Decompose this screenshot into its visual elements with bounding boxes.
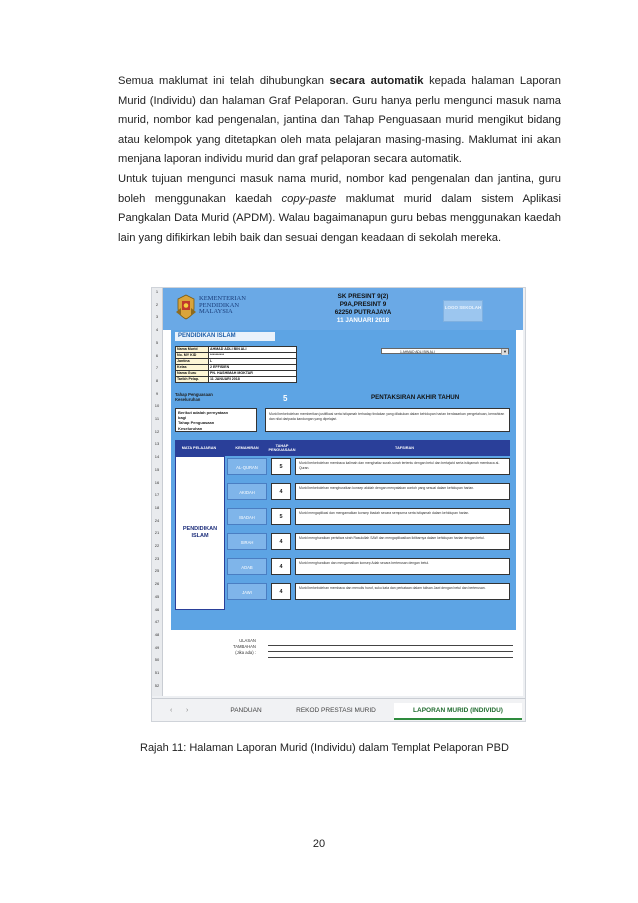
- figure-caption: Rajah 11: Halaman Laporan Murid (Individu) dalam Templat Pelaporan PBD: [140, 742, 509, 754]
- interpretation-cell: Murid berkebolehan membaca kalimah dan menghafaz surah-surah tertentu dengan betul dan bertajwid serta istiqamah membaca al-Quran.: [295, 458, 510, 475]
- report-header: [163, 288, 523, 330]
- school-date: 11 JANUARI 2018: [336, 317, 390, 324]
- chevron-right-icon[interactable]: ›: [186, 707, 189, 714]
- table-row: [227, 456, 510, 477]
- info-label: Nama Murid: [176, 347, 209, 353]
- table-row: [227, 556, 510, 577]
- school-address-2: 62250 PUTRAJAYA: [334, 309, 392, 316]
- level-cell[interactable]: 4: [271, 533, 291, 550]
- row-number[interactable]: 8: [155, 377, 159, 383]
- student-info-table: [175, 346, 297, 383]
- info-label: No. MY KID: [176, 353, 209, 359]
- row-number[interactable]: 21: [154, 530, 160, 536]
- remarks-line[interactable]: [268, 651, 513, 652]
- row-number[interactable]: 13: [154, 441, 160, 447]
- overall-description-text: Murid berkebolehan memberikan justifikasi serta istiqamah terhadap tindakan yang dilakukan dalam kehidupan harian berdasarkan pengetahuan, kemahiran dan nilai daripada kandungan yang dipelajari.: [265, 408, 510, 432]
- row-number[interactable]: 50: [154, 657, 160, 663]
- row-number[interactable]: 48: [154, 631, 160, 637]
- row-number[interactable]: 15: [154, 466, 160, 472]
- row-number[interactable]: 45: [154, 593, 160, 599]
- row-number[interactable]: 49: [154, 644, 160, 650]
- report-screenshot: [151, 287, 526, 722]
- school-address-1: P9A,PRESINT 9: [339, 301, 387, 308]
- skill-cell: AL-QURAN: [227, 458, 267, 475]
- skill-cell: IBADAH: [227, 508, 267, 525]
- ministry-name: KEMENTERIAN PENDIDIKAN MALAYSIA: [199, 295, 246, 315]
- school-info: [303, 293, 423, 325]
- row-number[interactable]: 3: [155, 314, 159, 320]
- row-number[interactable]: 17: [154, 492, 160, 498]
- row-number[interactable]: 9: [155, 390, 159, 396]
- interpretation-cell: Murid menghuraikan dan mengamalkan konsep Adab secara berterusan dengan betul.: [295, 558, 510, 575]
- table-row: [227, 506, 510, 527]
- info-value[interactable]: **********: [209, 353, 297, 359]
- additional-remarks-label: ULASAN TAMBAHAN (Jika ada) :: [233, 638, 256, 656]
- row-number[interactable]: 26: [154, 581, 160, 587]
- header-level: TAHAP PENGUASAAN: [268, 443, 296, 452]
- skill-cell: ADAB: [227, 558, 267, 575]
- tab-rekod-prestasi[interactable]: REKOD PRESTASI MURID: [296, 707, 376, 714]
- interpretation-cell: Murid menghuraikan peristiwa sirah Rasulullah SAW dan mengaplikasikan iktibarnya dalam kehidupan harian dengan betul.: [295, 533, 510, 550]
- row-number[interactable]: 22: [154, 543, 160, 548]
- overall-level-label: Tahap Penguasaan Keseluruhan: [175, 392, 213, 402]
- table-row: [227, 531, 510, 552]
- row-number[interactable]: 12: [154, 428, 160, 434]
- row-number[interactable]: 10: [154, 403, 160, 409]
- subject-title: PENDIDIKAN ISLAM: [175, 332, 275, 341]
- row-number[interactable]: 18: [154, 504, 160, 510]
- info-value[interactable]: 11 JANUARI 2018: [209, 377, 297, 383]
- row-number[interactable]: 7: [155, 365, 159, 371]
- row-number[interactable]: 16: [154, 479, 160, 485]
- level-cell[interactable]: 4: [271, 583, 291, 600]
- row-number-column: [152, 288, 163, 696]
- student-select-dropdown[interactable]: [381, 348, 509, 354]
- report-sheet: [163, 288, 523, 696]
- level-cell[interactable]: 5: [271, 458, 291, 475]
- row-number[interactable]: 14: [154, 454, 160, 460]
- info-value[interactable]: L: [209, 359, 297, 365]
- tab-panduan[interactable]: PANDUAN: [230, 707, 262, 714]
- row-number[interactable]: 4: [155, 327, 159, 333]
- subject-cell: PENDIDIKAN ISLAM: [175, 456, 225, 610]
- skill-cell: JAWI: [227, 583, 267, 600]
- info-row: [176, 377, 297, 383]
- chevron-left-icon[interactable]: ‹: [170, 707, 173, 714]
- info-value[interactable]: PN. HASHIMAH MOKTAR: [209, 371, 297, 377]
- assessment-title: PENTAKSIRAN AKHIR TAHUN: [371, 394, 460, 401]
- paragraph-2: Untuk tujuan mengunci masuk nama murid, nombor kad pengenalan dan jantina, guru boleh menggunakan kaedah copy-paste maklumat murid dalam sistem Aplikasi Pangkalan Data Murid (APDM). Walau bagaimanapun guru bebas menggunakan kaedah lain yang difikirkan lebih baik dan sesuai dengan keadaan di sekolah mereka.: [118, 173, 562, 244]
- interpretation-cell: Murid berkebolehan membaca dan menulis huruf, suku kata dan perkataan dalam tulisan Jawi dengan betul dan berterusan.: [295, 583, 510, 600]
- table-row: [227, 581, 510, 602]
- remarks-line[interactable]: [268, 657, 513, 658]
- page-number: 20: [312, 838, 326, 850]
- overall-level-value: 5: [283, 394, 288, 403]
- row-number[interactable]: 46: [154, 606, 160, 612]
- italic-phrase: copy-paste: [281, 192, 337, 205]
- school-logo-placeholder: LOGO SEKOLAH: [443, 300, 483, 322]
- ministry-crest-icon: [175, 294, 197, 320]
- info-value[interactable]: 2 EFFISIEN: [209, 365, 297, 371]
- info-label: Jantina: [176, 359, 209, 365]
- level-cell[interactable]: 4: [271, 558, 291, 575]
- overall-description-label: Berikut adalah pernyataan bagi Tahap Penguasaan Keseluruhan: [175, 408, 257, 432]
- paragraph-1: Semua maklumat ini telah dihubungkan secara automatik kepada halaman Laporan Murid (Individu) dan halaman Graf Pelaporan. Guru hanya perlu mengunci masuk nama murid, nombor kad pengenalan, jantina dan Tahap Penguasaan murid mengikut bidang atau kelompok yang ditetapkan oleh mata pelajaran masing-masing. Maklumat ini akan menjana laporan individu murid dan graf pelaporan secara automatik.: [118, 75, 561, 165]
- info-label: Kelas: [176, 365, 209, 371]
- row-number[interactable]: 47: [154, 619, 160, 625]
- row-number[interactable]: 23: [154, 555, 160, 561]
- school-name: SK PRESINT 9(2): [337, 293, 389, 300]
- table-header: [175, 440, 510, 456]
- skill-cell: AKIDAH: [227, 483, 267, 500]
- interpretation-cell: Murid mengaplikasi dan mengamalkan konsep ibadah secara sempurna serta istiqamah dalam kehidupan harian.: [295, 508, 510, 525]
- chevron-down-icon[interactable]: ▼: [501, 349, 508, 355]
- row-number[interactable]: 1: [155, 289, 159, 294]
- student-select-value: 1 AHMAD ADLI BIN ALI: [400, 350, 435, 354]
- row-number[interactable]: 24: [154, 517, 160, 523]
- level-cell[interactable]: 5: [271, 508, 291, 525]
- interpretation-cell: Murid berkebolehan menghuraikan konsep akidah dengan menyatakan contoh yang sesuai dalam kehidupan harian.: [295, 483, 510, 500]
- level-cell[interactable]: 4: [271, 483, 291, 500]
- info-label: Tarikh Pelap.: [176, 377, 209, 383]
- row-number[interactable]: 52: [154, 682, 160, 688]
- row-number[interactable]: 2: [155, 301, 159, 307]
- table-row: [227, 481, 510, 502]
- header-interpretation: TAFSIRAN: [395, 445, 414, 450]
- info-value[interactable]: AHMAD ADLI BIN ALI: [209, 347, 297, 353]
- header-skill: KEMAHIRAN: [235, 445, 259, 450]
- skill-cell: SIRAH: [227, 533, 267, 550]
- report-body: [171, 330, 516, 630]
- sheet-tabs: [152, 698, 525, 722]
- info-label: Nama Guru: [176, 371, 209, 377]
- row-number[interactable]: 5: [155, 339, 159, 345]
- row-number[interactable]: 11: [154, 416, 160, 421]
- remarks-line[interactable]: [268, 645, 513, 646]
- bold-phrase: secara automatik: [329, 75, 424, 87]
- tab-laporan-murid[interactable]: LAPORAN MURID (INDIVIDU): [394, 703, 522, 720]
- header-subject: MATA PELAJARAN: [181, 445, 217, 450]
- row-number[interactable]: 51: [154, 670, 160, 675]
- row-number[interactable]: 6: [155, 352, 159, 358]
- row-number[interactable]: 25: [154, 568, 160, 574]
